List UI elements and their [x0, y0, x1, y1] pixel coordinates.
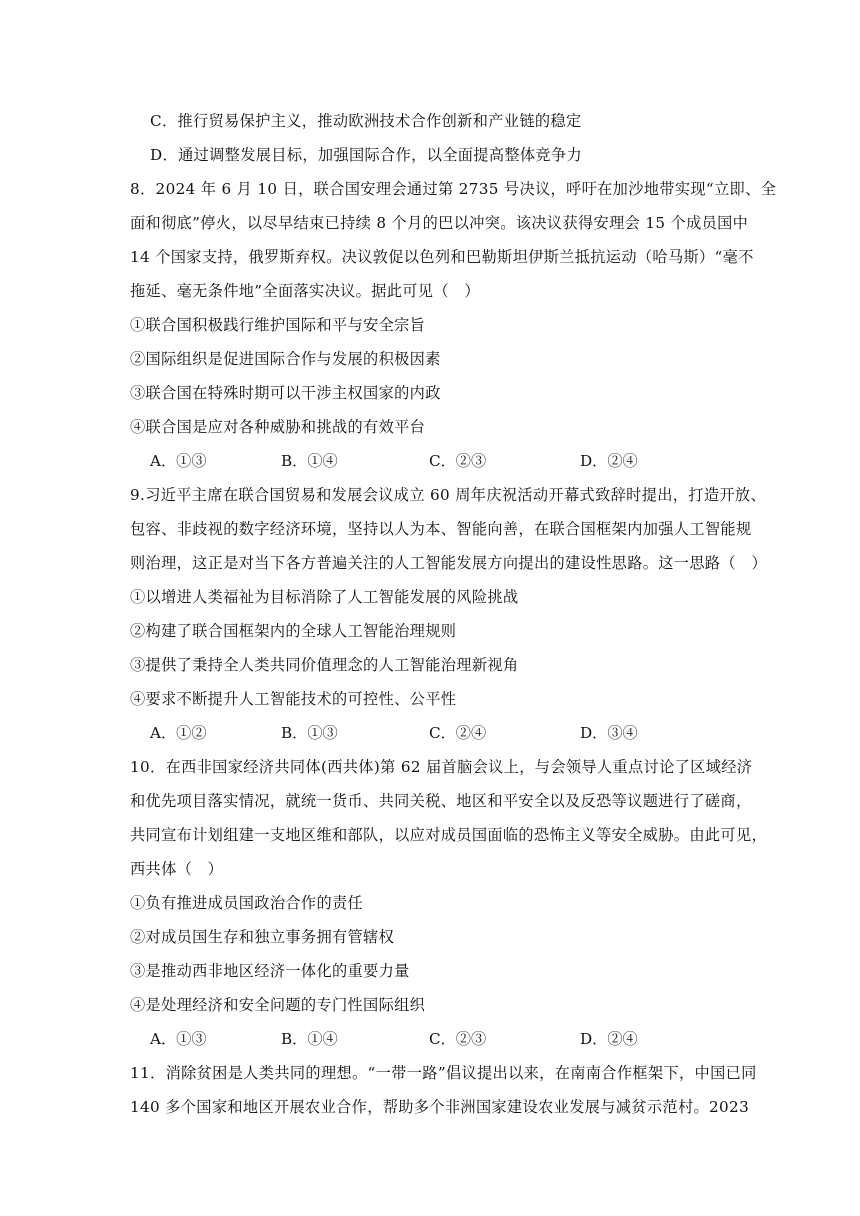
q8-option-a: A．①③ [150, 452, 207, 470]
q10-stem-line: 西共体（ ） [130, 860, 224, 878]
q9-option-b: B．①③ [281, 724, 338, 742]
q10-statement: ②对成员国生存和独立事务拥有管辖权 [130, 928, 395, 946]
q10-statement: ①负有推进成员国政治合作的责任 [130, 894, 364, 912]
q10-stem-line: 和优先项目落实情况，就统一货币、共同关税、地区和平安全以及反恐等议题进行了磋商， [130, 792, 752, 810]
q9-statement: ③提供了秉持全人类共同价值理念的人工智能治理新视角 [130, 656, 519, 674]
q8-stem-line: 拖延、毫无条件地”全面落实决议。据此可见（ ） [130, 282, 480, 300]
q8-statement: ③联合国在特殊时期可以干涉主权国家的内政 [130, 384, 441, 402]
q10-option-c: C．②③ [429, 1030, 487, 1048]
q8-option-c: C．②③ [429, 452, 487, 470]
q10-stem-line: 共同宣布计划组建一支地区维和部队，以应对成员国面临的恐怖主义等安全威胁。由此可见， [130, 826, 768, 844]
q8-statement: ①联合国积极践行维护国际和平与安全宗旨 [130, 316, 426, 334]
q8-option-b: B．①④ [281, 452, 338, 470]
q10-option-a: A．①③ [150, 1030, 207, 1048]
q9-statement: ②构建了联合国框架内的全球人工智能治理规则 [130, 622, 457, 640]
q8-option-d: D．②④ [580, 452, 638, 470]
q9-stem-line: 则治理，这正是对当下各方普遍关注的人工智能发展方向提出的建设性思路。这一思路（ ） [130, 554, 768, 572]
q8-statement: ④联合国是应对各种威胁和挑战的有效平台 [130, 418, 426, 436]
q10-statement: ④是处理经济和安全问题的专门性国际组织 [130, 996, 426, 1014]
q9-stem-line: 9.习近平主席在联合国贸易和发展会议成立 60 周年庆祝活动开幕式致辞时提出，打造开放、 [130, 486, 766, 504]
q8-stem-line: 面和彻底”停火，以尽早结束已持续 8 个月的巴以冲突。该决议获得安理会 15 个成员国中 [130, 214, 749, 232]
q9-statement: ④要求不断提升人工智能技术的可控性、公平性 [130, 690, 457, 708]
q11-stem-line: 140 多个国家和地区开展农业合作，帮助多个非洲国家建设农业发展与减贫示范村。2023 [130, 1098, 750, 1116]
q7-option-d: D．通过调整发展目标，加强国际合作，以全面提高整体竞争力 [150, 146, 583, 164]
q8-stem-line: 14 个国家支持，俄罗斯弃权。决议敦促以色列和巴勒斯坦伊斯兰抵抗运动（哈马斯）“毫不 [130, 248, 754, 266]
q9-option-c: C．②④ [429, 724, 487, 742]
q10-statement: ③是推动西非地区经济一体化的重要力量 [130, 962, 410, 980]
q11-stem-line: 11．消除贫困是人类共同的理想。“一带一路”倡议提出以来，在南南合作框架下，中国已同 [130, 1064, 757, 1082]
q8-statement: ②国际组织是促进国际合作与发展的积极因素 [130, 350, 441, 368]
q10-option-d: D．②④ [580, 1030, 638, 1048]
q9-stem-line: 包容、非歧视的数字经济环境，坚持以人为本、智能向善，在联合国框架内加强人工智能规 [130, 520, 752, 538]
q10-stem-line: 10．在西非国家经济共同体(西共体)第 62 届首脑会议上，与会领导人重点讨论了区域经济 [130, 758, 753, 776]
q9-statement: ①以增进人类福祉为目标消除了人工智能发展的风险挑战 [130, 588, 519, 606]
q10-option-b: B．①④ [281, 1030, 338, 1048]
q9-option-d: D．③④ [580, 724, 638, 742]
q9-option-a: A．①② [150, 724, 207, 742]
q8-stem-line: 8．2024 年 6 月 10 日，联合国安理会通过第 2735 号决议，呼吁在加沙地带实现“立即、全 [130, 180, 777, 198]
q7-option-c: C．推行贸易保护主义，推动欧洲技术合作创新和产业链的稳定 [150, 112, 582, 130]
